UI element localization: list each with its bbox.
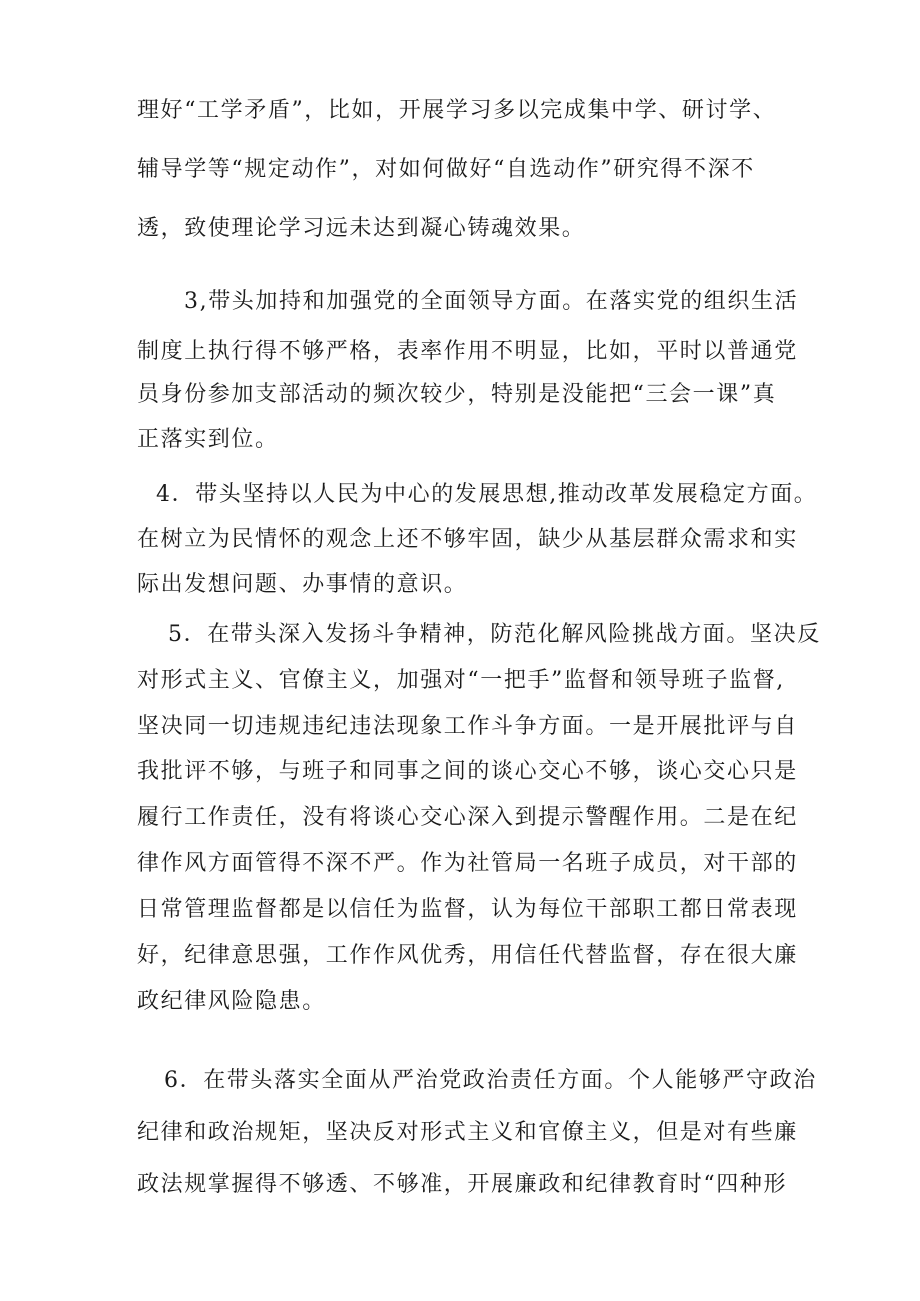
text-line: 3,带头加持和加强党的全面领导方面。在落实党的组织生活 (184, 289, 799, 314)
text-line: 制度上执行得不够严格，表率作用不明显，比如，平时以普通党 (137, 339, 798, 364)
text-line: 6．在带头落实全面从严治党政治责任方面。个人能够严守政治 (164, 1068, 817, 1093)
text-line: 政纪律风险隐患。 (137, 989, 326, 1014)
text-line: 律作风方面管得不深不严。作为社管局一名班子成员，对干部的 (137, 851, 798, 876)
text-line: 5．在带头深入发扬斗争精神，防范化解风险挑战方面。坚决反 (168, 622, 821, 647)
text-line: 纪律和政治规矩，坚决反对形式主义和官僚主义，但是对有些廉 (137, 1120, 798, 1145)
text-line: 透，致使理论学习远未达到凝心铸魂效果。 (137, 216, 586, 241)
text-line: 政法规掌握得不够透、不够准，开展廉政和纪律教育时“四种形 (137, 1172, 788, 1197)
text-line: 在树立为民情怀的观念上还不够牢固，缺少从基层群众需求和实 (137, 527, 798, 552)
text-line: 坚决同一切违规违纪违法现象工作斗争方面。一是开展批评与自 (137, 714, 798, 739)
text-line: 正落实到位。 (137, 427, 279, 452)
text-line: 辅导学等“规定动作”，对如何做好“自选动作”研究得不深不 (137, 157, 755, 182)
text-line: 员身份参加支部活动的频次较少，特别是没能把“三会一课”真 (137, 382, 777, 407)
text-line: 履行工作责任，没有将谈心交心深入到提示警醒作用。二是在纪 (137, 805, 798, 830)
text-line: 好，纪律意思强，工作作风优秀，用信任代替监督，存在很大廉 (137, 943, 798, 968)
text-line: 对形式主义、官僚主义，加强对“一把手”监督和领导班子监督, (137, 668, 785, 693)
text-line: 我批评不够，与班子和同事之间的谈心交心不够，谈心交心只是 (137, 759, 798, 784)
text-line: 日常管理监督都是以信任为监督，认为每位干部职工都日常表现 (137, 897, 798, 922)
text-line: 际出发想问题、办事情的意识。 (137, 572, 468, 597)
text-line: 4．带头坚持以人民为中心的发展思想,推动改革发展稳定方面。 (156, 482, 818, 507)
text-line: 理好“工学矛盾”，比如，开展学习多以完成集中学、研讨学、 (137, 98, 777, 123)
